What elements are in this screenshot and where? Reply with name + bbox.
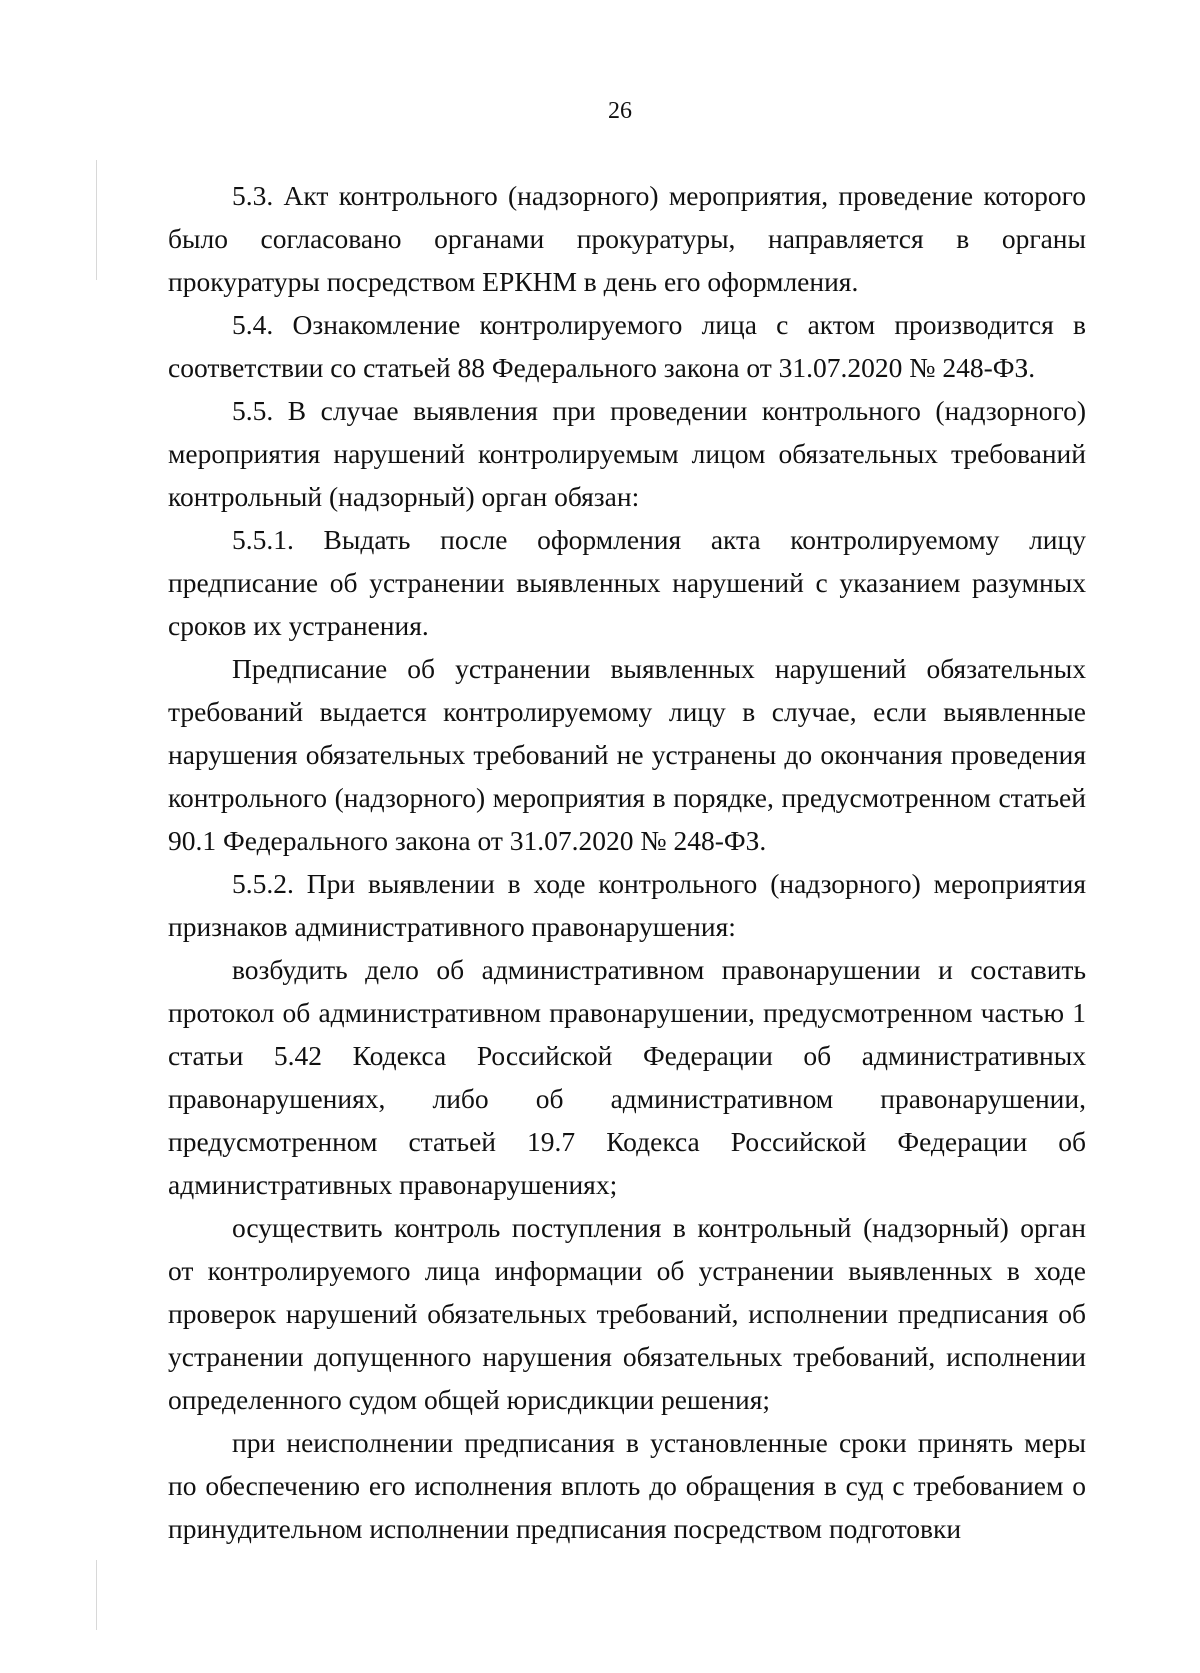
paragraph-initiate-case: возбудить дело об административном правонарушении и составить протокол об административном правонарушении, предусмотренном частью 1 статьи 5.42 Кодекса Российской Федерации об административных правонарушениях, либо об административном правонарушении, предусмотренном статьей 19.7 Кодекса Российской Федерации об административных правонарушениях; (168, 954, 1086, 1200)
scan-edge-mark (96, 1560, 97, 1630)
paragraph-5-4: 5.4. Ознакомление контролируемого лица с актом производится в соответствии со статьей 88 Федерального закона от 31.07.2020 № 248-ФЗ. (168, 309, 1086, 383)
paragraph-5-3: 5.3. Акт контрольного (надзорного) мероприятия, проведение которого было согласовано органами прокуратуры, направляется в органы прокуратуры посредством ЕРКНМ в день его оформления. (168, 180, 1086, 297)
paragraph-prescription: Предписание об устранении выявленных нарушений обязательных требований выдается контролируемому лицу в случае, если выявленные нарушения обязательных требований не устранены до окончания проведения контрольного (надзорного) мероприятия в порядке, предусмотренном статьей 90.1 Федерального закона от 31.07.2020 № 248-ФЗ. (168, 653, 1086, 856)
scan-edge-mark (96, 160, 97, 280)
paragraph-5-5-2: 5.5.2. При выявлении в ходе контрольного (надзорного) мероприятия признаков административного правонарушения: (168, 868, 1086, 942)
page-number: 26 (608, 98, 632, 124)
document-body (168, 174, 1086, 1550)
paragraph-5-5: 5.5. В случае выявления при проведении контрольного (надзорного) мероприятия нарушений контролируемым лицом обязательных требований контрольный (надзорный) орган обязан: (168, 395, 1086, 512)
paragraph-control: осуществить контроль поступления в контрольный (надзорный) орган от контролируемого лица информации об устранении выявленных в ходе проверок нарушений обязательных требований, исполнении предписания об устранении допущенного нарушения обязательных требований, исполнении определенного судом общей юрисдикции решения; (168, 1212, 1086, 1415)
paragraph-5-5-1: 5.5.1. Выдать после оформления акта контролируемому лицу предписание об устранении выявленных нарушений с указанием разумных сроков их устранения. (168, 524, 1086, 641)
paragraph-non-compliance: при неисполнении предписания в установленные сроки принять меры по обеспечению его исполнения вплоть до обращения в суд с требованием о принудительном исполнении предписания посредством подготовки (168, 1427, 1086, 1544)
